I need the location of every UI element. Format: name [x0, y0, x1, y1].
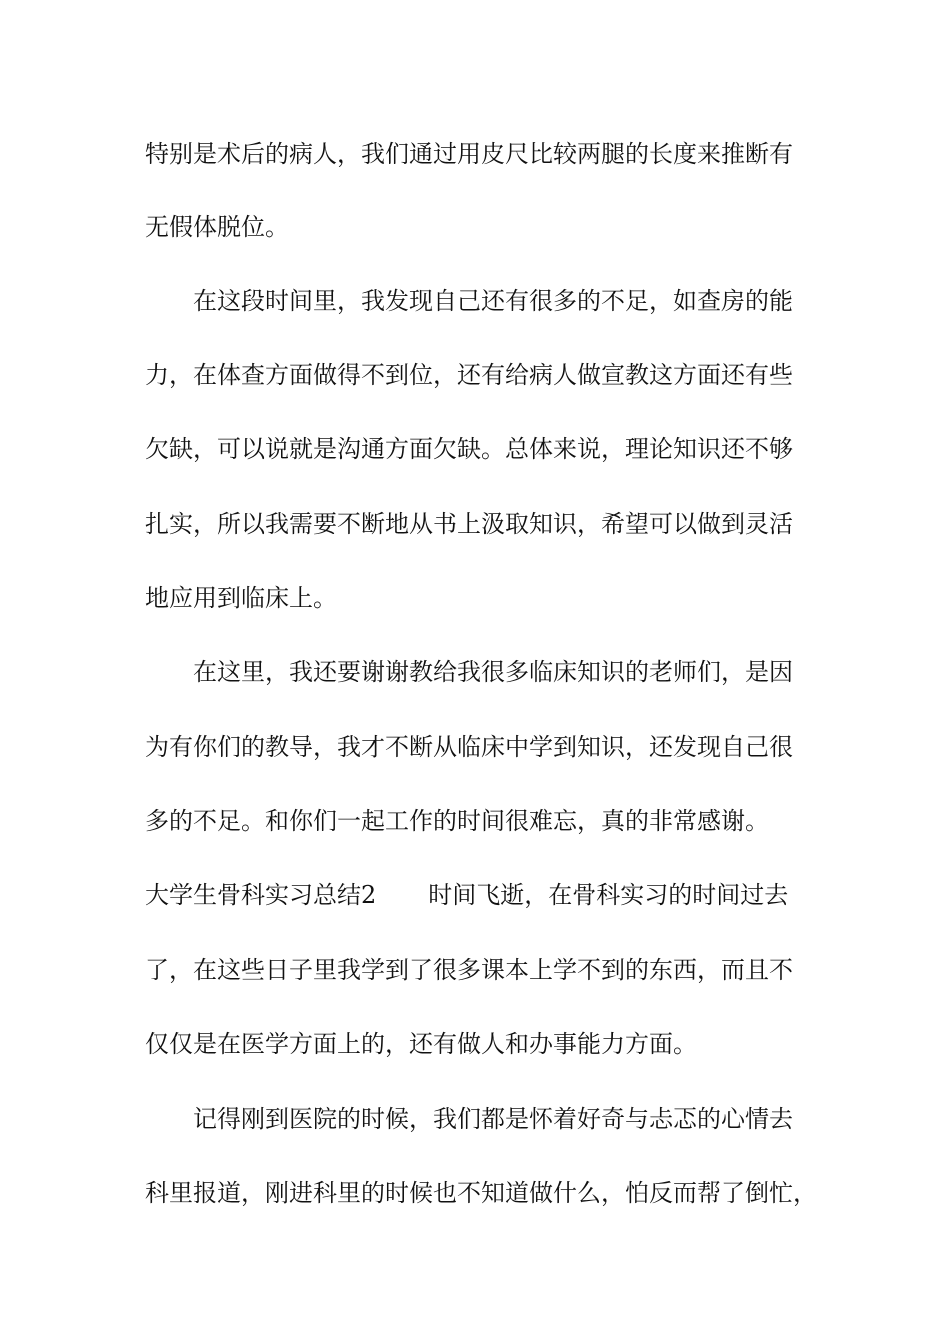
section-heading-line	[145, 880, 825, 910]
paragraph-line: 力，在体查方面做得不到位，还有给病人做宣教这方面还有些	[145, 361, 793, 389]
paragraph-line: 无假体脱位。	[145, 213, 289, 241]
paragraph-line: 扎实，所以我需要不断地从书上汲取知识，希望可以做到灵活	[145, 510, 793, 538]
paragraph-line: 了，在这些日子里我学到了很多课本上学不到的东西，而且不	[145, 956, 793, 984]
paragraph-line: 为有你们的教导，我才不断从临床中学到知识，还发现自己很	[145, 733, 793, 761]
paragraph-line: 多的不足。和你们一起工作的时间很难忘，真的非常感谢。	[145, 807, 769, 835]
section-title: 大学生骨科实习总结2	[145, 881, 377, 909]
paragraph-line: 仅仅是在医学方面上的，还有做人和办事能力方面。	[145, 1030, 697, 1058]
paragraph-line: 在这段时间里，我发现自己还有很多的不足，如查房的能	[193, 287, 793, 315]
paragraph-line: 欠缺，可以说就是沟通方面欠缺。总体来说，理论知识还不够	[145, 435, 793, 463]
paragraph-line: 地应用到临床上。	[145, 584, 337, 612]
paragraph-line: 在这里，我还要谢谢教给我很多临床知识的老师们，是因	[193, 658, 793, 686]
section-first-sentence: 时间飞逝，在骨科实习的时间过去	[428, 881, 789, 909]
paragraph-line: 记得刚到医院的时候，我们都是怀着好奇与忐忑的心情去	[193, 1105, 793, 1133]
paragraph-line: 科里报道，刚进科里的时候也不知道做什么，怕反而帮了倒忙，	[145, 1179, 817, 1207]
paragraph-line: 特别是术后的病人，我们通过用皮尺比较两腿的长度来推断有	[145, 140, 793, 168]
